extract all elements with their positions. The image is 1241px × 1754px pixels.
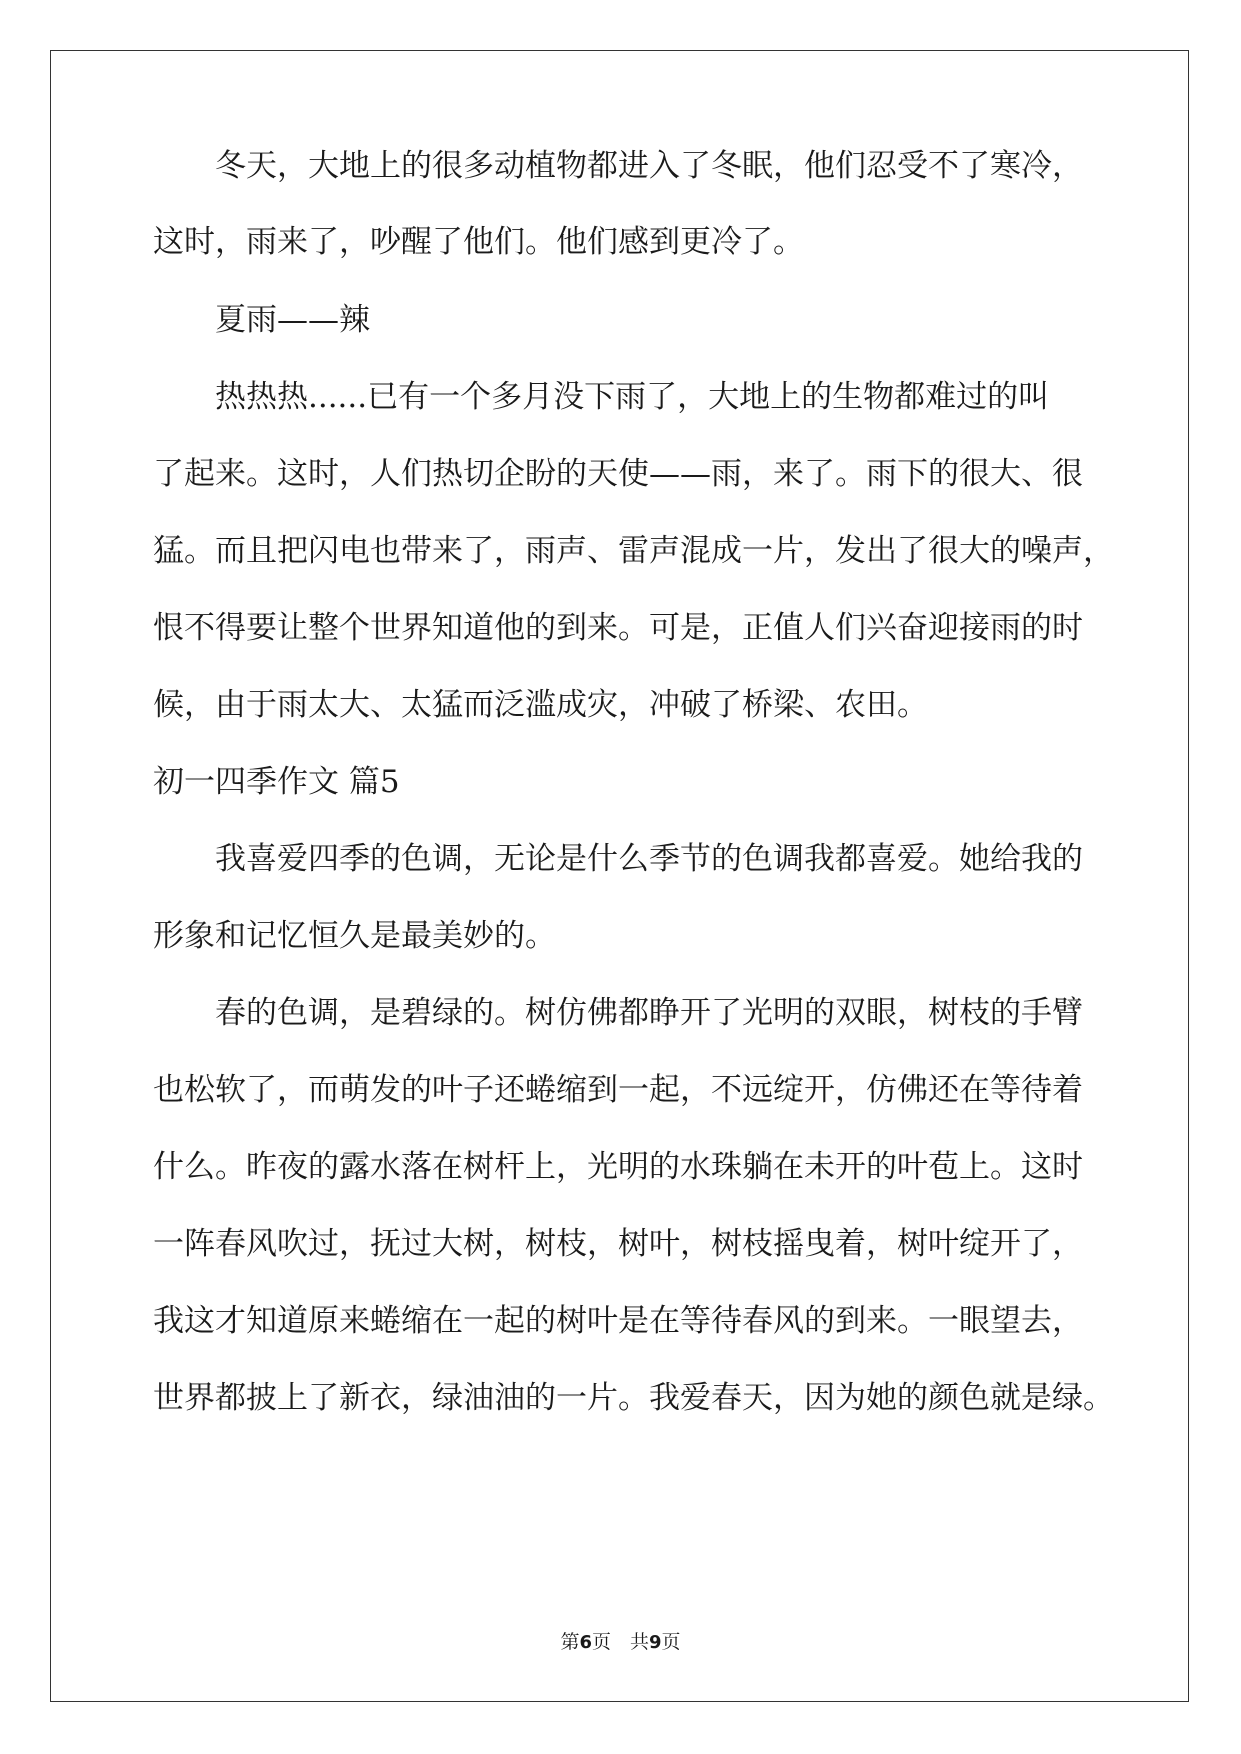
text-line: 也松软了，而萌发的叶子还蜷缩到一起，不远绽开，仿佛还在等待着 bbox=[153, 1072, 1083, 1108]
text-line: 恨不得要让整个世界知道他的到来。可是，正值人们兴奋迎接雨的时 bbox=[153, 610, 1083, 646]
text-line: 形象和记忆恒久是最美妙的。 bbox=[153, 918, 556, 954]
footer-suffix: 页 bbox=[661, 1631, 681, 1653]
text-line: 猛。而且把闪电也带来了，雨声、雷声混成一片，发出了很大的噪声， bbox=[153, 533, 1114, 569]
footer-middle: 页 共 bbox=[591, 1631, 649, 1653]
text-line: 春的色调，是碧绿的。树仿佛都睁开了光明的双眼，树枝的手臂 bbox=[153, 995, 1083, 1031]
text-line: 了起来。这时，人们热切企盼的天使——雨，来了。雨下的很大、很 bbox=[153, 456, 1083, 492]
text-line: 候，由于雨太大、太猛而泛滥成灾，冲破了桥梁、农田。 bbox=[153, 687, 928, 723]
text-line: 我喜爱四季的色调，无论是什么季节的色调我都喜爱。她给我的 bbox=[153, 841, 1083, 877]
text-line: 一阵春风吹过，抚过大树，树枝，树叶，树枝摇曳着，树叶绽开了， bbox=[153, 1226, 1083, 1262]
total-pages-number: 9 bbox=[649, 1632, 662, 1653]
text-line: 这时，雨来了，吵醒了他们。他们感到更冷了。 bbox=[153, 224, 804, 260]
essay-title: 初一四季作文 篇5 bbox=[153, 764, 400, 800]
current-page-number: 6 bbox=[579, 1632, 592, 1653]
text-line: 热热热......已有一个多月没下雨了，大地上的生物都难过的叫 bbox=[153, 379, 1050, 415]
page-footer bbox=[0, 1630, 1241, 1655]
text-line: 什么。昨夜的露水落在树杆上，光明的水珠躺在未开的叶苞上。这时 bbox=[153, 1149, 1083, 1185]
footer-prefix: 第 bbox=[560, 1631, 580, 1653]
section-heading-summer-rain: 夏雨——辣 bbox=[153, 302, 370, 338]
text-line: 我这才知道原来蜷缩在一起的树叶是在等待春风的到来。一眼望去， bbox=[153, 1303, 1083, 1339]
text-line: 世界都披上了新衣，绿油油的一片。我爱春天，因为她的颜色就是绿。 bbox=[153, 1380, 1114, 1416]
text-line: 冬天，大地上的很多动植物都进入了冬眠，他们忍受不了寒冷， bbox=[153, 148, 1083, 184]
